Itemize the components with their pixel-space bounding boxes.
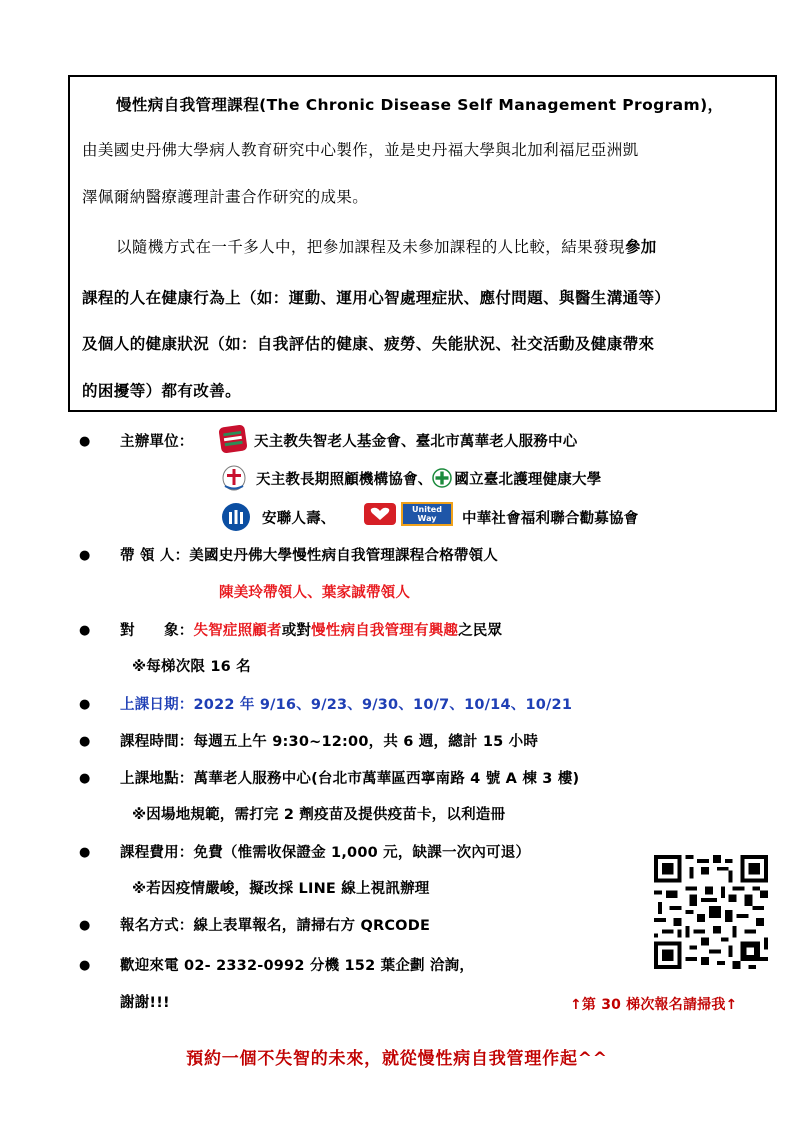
closing-slogan: 預約一個不失智的未來，就從慢性病自我管理作起^^ bbox=[186, 1049, 608, 1069]
united-way-text-bottom: Way bbox=[417, 514, 437, 523]
ntunhs-name: 國立臺北護理健康大學 bbox=[454, 472, 602, 488]
intro-title-line: 慢性病自我管理課程(The Chronic Disease Self Management Program)， bbox=[116, 96, 724, 114]
organizers-row-2 bbox=[256, 468, 601, 490]
registration-label: 報名方式： bbox=[120, 918, 194, 934]
long-term-care-association-name: 天主教長期照顧機構協會、 bbox=[256, 472, 433, 488]
intro-box bbox=[68, 75, 777, 412]
intro-line-3: 澤佩爾納醫療護理計畫合作研究的成果。 bbox=[82, 188, 369, 206]
united-way-name: 中華社會福利聯合勸募協會 bbox=[462, 511, 639, 527]
dates-line bbox=[120, 693, 572, 714]
ntunhs-logo-icon bbox=[432, 468, 454, 488]
bullet-audience: ● bbox=[79, 623, 91, 638]
leaders-line bbox=[120, 544, 498, 565]
registration-qr-code[interactable] bbox=[654, 855, 768, 969]
fee-note: ※若因疫情嚴峻，擬改採 LINE 線上視訊辦理 bbox=[132, 881, 430, 897]
bullet-leaders: ● bbox=[79, 548, 91, 563]
dementia-foundation-logo-icon bbox=[218, 424, 247, 453]
time-label: 課程時間： bbox=[120, 734, 194, 750]
location-label: 上課地點： bbox=[120, 771, 194, 787]
bullet-location: ● bbox=[79, 771, 91, 786]
audience-note: ※每梯次限 16 名 bbox=[132, 659, 251, 675]
fee-label: 課程費用： bbox=[120, 845, 194, 861]
time-line bbox=[120, 730, 538, 751]
bullet-time: ● bbox=[79, 734, 91, 749]
charity-heart-logo-icon bbox=[364, 503, 396, 525]
time-text: 每週五上午 9:30~12:00，共 6 週，總計 15 小時 bbox=[193, 734, 539, 750]
audience-interest: 慢性病自我管理有興趣 bbox=[311, 623, 459, 639]
bullet-dates: ● bbox=[79, 697, 91, 712]
contact-thanks: 謝謝!!! bbox=[120, 995, 170, 1011]
registration-text: 線上表單報名，請掃右方 QRCODE bbox=[193, 918, 431, 934]
organizers-row-1: 天主教失智老人基金會、臺北市萬華老人服務中心 bbox=[254, 434, 578, 450]
dates-text: 2022 年 9/16、9/23、9/30、10/7、10/14、10/21 bbox=[193, 697, 573, 713]
intro-line-6: 及個人的健康狀況（如：自我評估的健康、疲勞、失能狀況、社交活動及健康帶來 bbox=[82, 335, 655, 353]
allianz-name: 安聯人壽、 bbox=[262, 511, 336, 527]
intro-line-4-text: 以隨機方式在一千多人中，把參加課程及未參加課程的人比較，結果發現 bbox=[116, 238, 625, 256]
fee-text: 免費（惟需收保證金 1,000 元，缺課一次內可退） bbox=[193, 845, 531, 861]
location-text: 萬華老人服務中心(台北市萬華區西寧南路 4 號 A 棟 3 樓) bbox=[193, 771, 580, 787]
intro-line-5: 課程的人在健康行為上（如：運動、運用心智處理症狀、應付問題、與醫生溝通等） bbox=[82, 289, 671, 307]
audience-or: 或對 bbox=[281, 623, 312, 639]
intro-line-2: 由美國史丹佛大學病人教育研究中心製作，並是史丹福大學與北加利福尼亞洲凱 bbox=[82, 141, 639, 159]
audience-line bbox=[120, 619, 502, 640]
location-note: ※因場地規範，需打完 2 劑疫苗及提供疫苗卡，以利造冊 bbox=[132, 807, 506, 823]
allianz-logo-icon bbox=[222, 503, 250, 531]
bullet-fee: ● bbox=[79, 845, 91, 860]
audience-label: 對 象： bbox=[120, 623, 194, 639]
united-way-text-top: United bbox=[412, 505, 442, 514]
long-term-care-association-logo-icon bbox=[221, 464, 247, 492]
registration-line bbox=[120, 914, 430, 935]
leaders-names: 陳美玲帶領人、葉家誠帶領人 bbox=[219, 585, 411, 601]
united-way-logo bbox=[401, 502, 453, 526]
bullet-organizers: ● bbox=[79, 434, 91, 449]
dates-label: 上課日期： bbox=[120, 697, 194, 713]
leaders-label: 帶 領 人： bbox=[120, 548, 190, 564]
audience-public: 之民眾 bbox=[458, 623, 503, 639]
organizers-label: 主辦單位： bbox=[120, 434, 194, 450]
intro-line-7: 的困擾等）都有改善。 bbox=[82, 382, 242, 400]
leaders-text: 美國史丹佛大學慢性病自我管理課程合格帶領人 bbox=[189, 548, 498, 564]
fee-line bbox=[120, 841, 530, 862]
contact-text: 歡迎來電 02- 2332-0992 分機 152 葉企劃 洽詢， bbox=[120, 958, 475, 974]
qr-caption: ↑第 30 梯次報名請掃我↑ bbox=[570, 997, 738, 1013]
audience-caregivers: 失智症照顧者 bbox=[193, 623, 282, 639]
intro-line-4-bold: 參加 bbox=[624, 238, 657, 256]
bullet-contact: ● bbox=[79, 958, 91, 973]
intro-line-4 bbox=[116, 235, 657, 257]
bullet-registration: ● bbox=[79, 918, 91, 933]
location-line bbox=[120, 767, 579, 788]
